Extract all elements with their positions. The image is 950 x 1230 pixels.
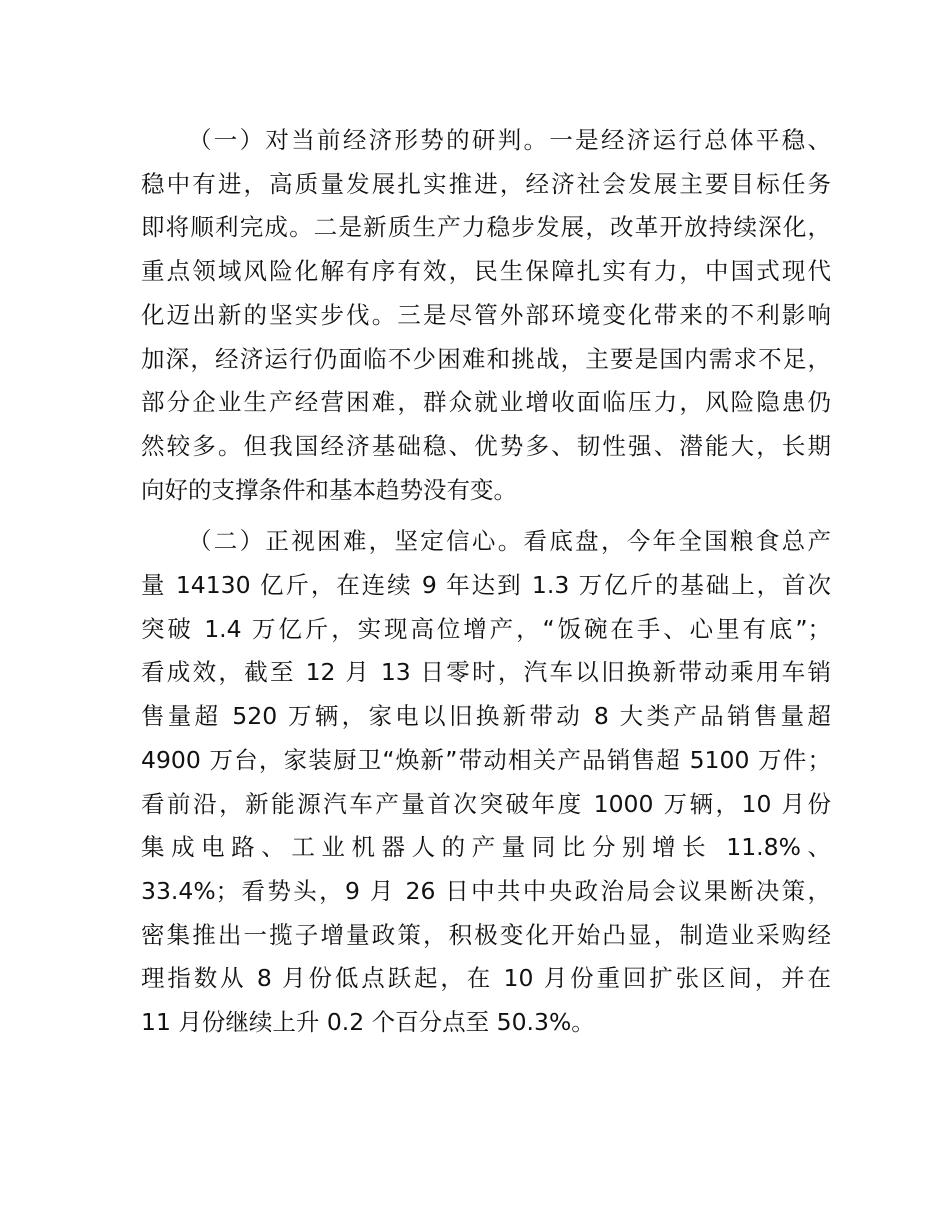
paragraph-line: 看成效，截至 12 月 13 日零时，汽车以旧换新带动乘用车销 [141,658,831,687]
paragraph-line: 即将顺利完成。二是新质生产力稳步发展，改革开放持续深化， [141,213,831,242]
paragraph-line: 集成电路、工业机器人的产量同比分别增长 11.8%、 [141,833,831,862]
paragraph-line: 重点领域风险化解有序有效，民生保障扎实有力，中国式现代 [141,257,831,286]
paragraph-line: 4900 万台，家装厨卫“焕新”带动相关产品销售超 5100 万件； [141,745,831,774]
paragraph-line: （一）对当前经济形势的研判。一是经济运行总体平稳、 [188,126,831,154]
paragraph-line: 然较多。但我国经济基础稳、优势多、韧性强、潜能大，长期 [141,431,831,460]
paragraph-line: 加深，经济运行仍面临不少困难和挑战，主要是国内需求不足， [141,344,831,373]
paragraph-line: （二）正视困难，坚定信心。看底盘，今年全国粮食总产 [188,527,831,556]
paragraph-face-difficulties [141,520,831,1044]
paragraph-spacer [141,512,831,520]
paragraph-line: 密集推出一揽子增量政策，积极变化开始凸显，制造业采购经 [141,920,831,949]
paragraph-line: 部分企业生产经营困难，群众就业增收面临压力，风险隐患仍 [141,388,831,417]
paragraph-line: 量 14130 亿斤，在连续 9 年达到 1.3 万亿斤的基础上，首次 [141,571,831,600]
paragraph-line: 11 月份继续上升 0.2 个百分点至 50.3%。 [141,1008,595,1037]
paragraph-line: 稳中有进，高质量发展扎实推进，经济社会发展主要目标任务 [141,169,831,198]
paragraph-line: 理指数从 8 月份低点跃起，在 10 月份重回扩张区间，并在 [141,964,831,993]
paragraph-line: 向好的支撑条件和基本趋势没有变。 [141,475,517,504]
paragraph-line: 33.4%；看势头，9 月 26 日中共中央政治局会议果断决策， [141,876,831,905]
paragraph-line: 看前沿，新能源汽车产量首次突破年度 1000 万辆，10 月份 [141,789,831,818]
document-body [141,119,831,1045]
paragraph-line: 化迈出新的坚实步伐。三是尽管外部环境变化带来的不利影响 [141,300,831,329]
paragraph-economic-situation [141,119,831,512]
paragraph-line: 突破 1.4 万亿斤，实现高位增产，“饭碗在手、心里有底”； [141,614,831,643]
paragraph-line: 售量超 520 万辆，家电以旧换新带动 8 大类产品销售量超 [141,702,831,731]
